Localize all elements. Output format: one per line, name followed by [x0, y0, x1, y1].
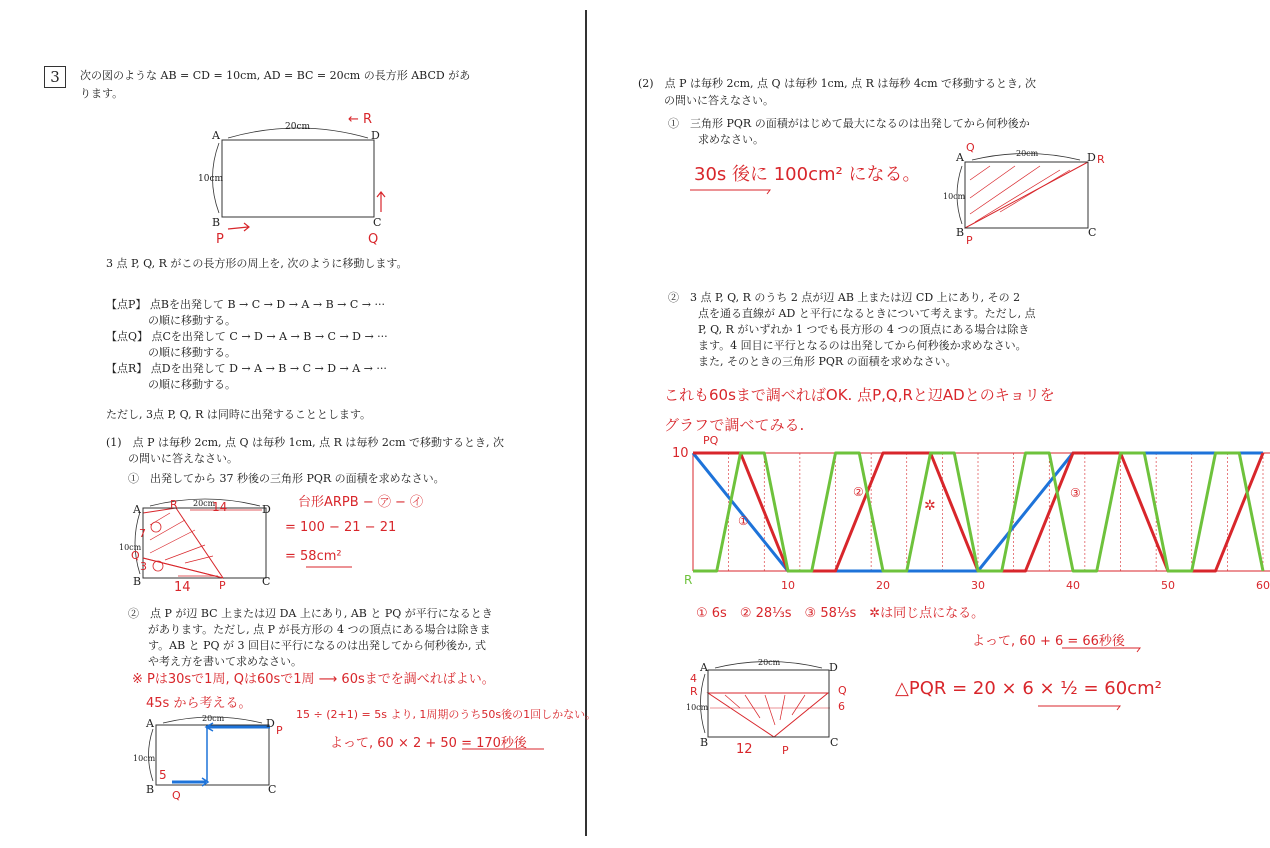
graph-y-10: 10	[672, 446, 689, 461]
fig2-3: 3	[140, 560, 147, 573]
graph-mark-3: ③	[1070, 486, 1081, 500]
intro-line-2: ります。	[80, 87, 124, 100]
fig4-vertex-c: C	[1088, 226, 1097, 239]
area-answer: △PQR = 20 × 6 × ½ = 60cm²	[895, 678, 1162, 699]
question-2b-line-3: P, Q, R がいずれか 1 つでも長方形の 4 つの頂点にある場合は除き	[698, 323, 1030, 336]
question-2a-line-1: ① 三角形 PQR の面積がはじめて最大になるのは出発してから何秒後か	[668, 117, 1030, 130]
fig2-vertex-c: C	[262, 575, 271, 588]
hand-note-line-2: グラフで調べてみる.	[664, 416, 805, 434]
fig4-vertex-b: B	[956, 226, 965, 239]
fig5-q: Q	[838, 684, 847, 697]
fig2-7: 7	[139, 527, 146, 540]
question-2b-line-1: ② 3 点 P, Q, R のうち 2 点が辺 AB 上または辺 CD 上にあり, その 2	[668, 291, 1021, 304]
fig5-vertex-d: D	[829, 661, 838, 674]
fig4-vertex-d: D	[1087, 151, 1096, 164]
fig3-vertex-b: B	[146, 783, 155, 796]
hand-note-line-1: これも60sまで調べればOK. 点P,Q,Rと辺ADとのキョリを	[664, 386, 1055, 404]
graph-r-label: R	[684, 573, 693, 587]
question-1b-line-2: があります。ただし, 点 P が長方形の 4 つの頂点にある場合は除きま	[148, 623, 491, 636]
fig4-r: R	[1097, 153, 1105, 166]
graph-x-tick-30: 30	[971, 579, 985, 592]
fig4-q: Q	[966, 141, 975, 154]
fig3-q: Q	[172, 789, 181, 802]
answer-1b-line-4: よって, 60 × 2 + 50 = 170秒後	[330, 736, 527, 751]
conclusion: よって, 60 + 6 = 66秒後	[972, 634, 1125, 649]
question-2-line-2: の問いに答えなさい。	[664, 94, 774, 107]
fig1-vertex-c: C	[373, 216, 382, 229]
graph-x-tick-50: 50	[1161, 579, 1175, 592]
fig3-vertex-a: A	[146, 717, 154, 730]
fig3-top-length: 20cm	[202, 714, 225, 723]
question-1b-line-4: や考え方を書いて求めなさい。	[148, 655, 302, 668]
answer-1b-line-1: ※ Pは30sで1周, Qは60sで1周 ⟶ 60sまでを調べればよい。	[132, 672, 495, 687]
fig2-top-length: 20cm	[193, 499, 216, 508]
fig2-side-length: 10cm	[119, 543, 142, 552]
answer-1a-line-1: 台形ARPB − ㋐ − ㋑	[298, 495, 423, 510]
question-1b-line-3: す。AB と PQ が 3 回目に平行になるのは出発してから何秒後か, 式	[148, 639, 487, 652]
fig2-p: P	[219, 579, 226, 592]
question-2a-line-2: 求めなさい。	[698, 133, 764, 146]
graph-mark-1: ①	[738, 514, 749, 528]
fig3-p: P	[276, 724, 283, 737]
fig5-vertex-c: C	[830, 736, 839, 749]
graph-mark-star: ✲	[924, 498, 936, 514]
fig3-vertex-c: C	[268, 783, 277, 796]
fig5-vertex-a: A	[700, 661, 708, 674]
fig1-vertex-b: B	[212, 216, 221, 229]
move-intro: 3 点 P, Q, R がこの長方形の周上を, 次のように移動します。	[106, 257, 408, 270]
graph-mark-2: ②	[853, 485, 864, 499]
graph-x-tick-60: 60	[1256, 579, 1270, 592]
fig1-hand-q: Q	[368, 232, 379, 247]
graph-x-tick-40: 40	[1066, 579, 1080, 592]
fig2-vertex-a: A	[133, 503, 141, 516]
graph-x-tick-20: 20	[876, 579, 890, 592]
question-2b-line-2: 点を通る直線が AD と平行になるときについて考えます。ただし, 点	[698, 307, 1036, 320]
rule-p-line-1: 【点P】 点Bを出発して B → C → D → A → B → C → ···	[106, 298, 385, 311]
fig4-vertex-a: A	[956, 151, 964, 164]
rule-q-line-1: 【点Q】 点Cを出発して C → D → A → B → C → D → ···	[106, 330, 388, 343]
fig4-top-length: 20cm	[1016, 149, 1039, 158]
answer-1b-line-2: 45s から考える。	[146, 696, 252, 711]
fig4-side-length: 10cm	[943, 192, 966, 201]
answer-2a: 30s 後に 100cm² になる。	[694, 164, 921, 185]
question-2b-line-5: また, そのときの三角形 PQR の面積を求めなさい。	[698, 355, 957, 368]
fig5-vertex-b: B	[700, 736, 709, 749]
fig3-side-length: 10cm	[133, 754, 156, 763]
question-1a: ① 出発してから 37 秒後の三角形 PQR の面積を求めなさい。	[128, 472, 445, 485]
fig1-side-length: 10cm	[198, 174, 224, 184]
fig2-q: Q	[131, 549, 140, 562]
fig1-top-length: 20cm	[285, 122, 311, 132]
fig5-6: 6	[838, 700, 845, 713]
answer-1a-line-3: = 58cm²	[285, 549, 342, 564]
rule-r-line-1: 【点R】 点Dを出発して D → A → B → C → D → A → ···	[106, 362, 387, 375]
simultaneous-note: ただし, 3点 P, Q, R は同時に出発することとします。	[106, 408, 372, 421]
rule-p-line-2: の順に移動する。	[148, 314, 236, 327]
problem-number: 3	[44, 66, 66, 88]
fig5-p: P	[782, 744, 789, 757]
times-line: ① 6s ② 28⅓s ③ 58⅓s ✲は同じ点になる。	[696, 606, 985, 621]
question-1-line-1: (1) 点 P は毎秒 2cm, 点 Q は毎秒 1cm, 点 R は毎秒 2cm で移動するとき, 次	[106, 436, 504, 449]
fig5-4: 4	[690, 672, 697, 685]
fig1-vertex-d: D	[371, 129, 380, 142]
rule-q-line-2: の順に移動する。	[148, 346, 236, 359]
answer-1b-line-3: 15 ÷ (2+1) = 5s より, 1周期のうち50s後の1回しかない。	[296, 708, 597, 721]
fig4-p: P	[966, 234, 973, 247]
question-1-line-2: の問いに答えなさい。	[128, 452, 238, 465]
graph-pq-label: PQ	[703, 434, 719, 447]
fig2-vertex-b: B	[133, 575, 142, 588]
fig2-14-bottom: 14	[174, 580, 191, 595]
graph-x-tick-10: 10	[781, 579, 795, 592]
question-2b-line-4: ます。4 回目に平行となるのは出発してから何秒後か求めなさい。	[698, 339, 1027, 352]
answer-1a-line-2: = 100 − 21 − 21	[285, 520, 397, 535]
question-2-line-1: (2) 点 P は毎秒 2cm, 点 Q は毎秒 1cm, 点 R は毎秒 4cm で移動するとき, 次	[638, 77, 1036, 90]
fig2-r: R	[170, 498, 178, 511]
fig1-vertex-a: A	[212, 129, 220, 142]
fig5-r: R	[690, 685, 698, 698]
fig5-side-length: 10cm	[686, 703, 709, 712]
question-1b-line-1: ② 点 P が辺 BC 上または辺 DA 上にあり, AB と PQ が平行になるとき	[128, 607, 493, 620]
fig5-top-length: 20cm	[758, 658, 781, 667]
fig2-vertex-d: D	[262, 503, 271, 516]
rule-r-line-2: の順に移動する。	[148, 378, 236, 391]
fig1-hand-r-arrow: ← R	[348, 112, 373, 127]
fig3-5: 5	[159, 768, 167, 782]
fig5-12: 12	[736, 742, 753, 757]
fig3-vertex-d: D	[266, 717, 275, 730]
intro-line-1: 次の図のような AB = CD = 10cm, AD = BC = 20cm の長方形 ABCD があ	[80, 69, 471, 82]
fig2-14-top: 14	[212, 500, 228, 514]
fig1-hand-p: P	[216, 232, 224, 247]
